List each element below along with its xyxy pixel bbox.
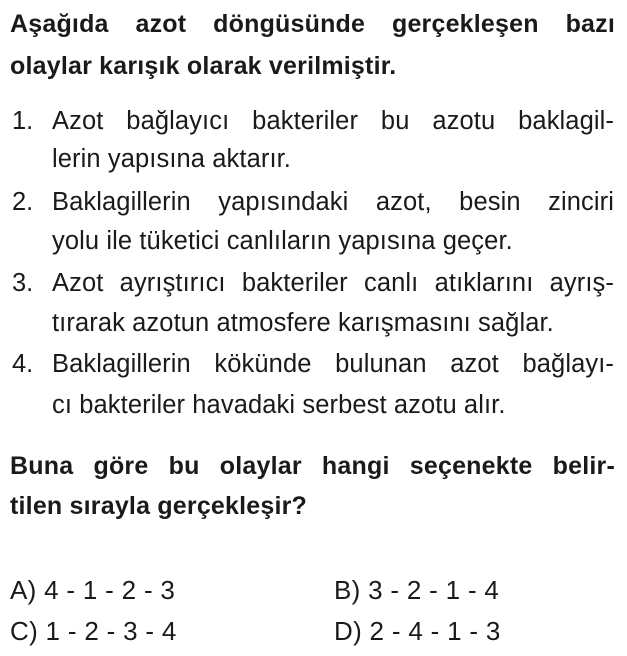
item-number: 2. [12, 188, 34, 216]
item-text-line: Azot ayrıştırıcı bakteriler canlı atıklarını ayrış- [52, 269, 614, 297]
item-number: 3. [12, 269, 34, 297]
item-number: 4. [12, 350, 34, 378]
item-text-line: lerin yapısına aktarır. [52, 145, 291, 173]
option-b[interactable]: B) 3 - 2 - 1 - 4 [334, 575, 500, 605]
intro-line-2: olaylar karışık olarak verilmiştir. [10, 52, 397, 80]
item-text-line: tırarak azotun atmosfere karışmasını sağlar. [52, 309, 554, 337]
question-line-1: Buna göre bu olaylar hangi seçenekte belir- [10, 452, 615, 480]
item-number: 1. [12, 107, 34, 135]
item-text-line: yolu ile tüketici canlıların yapısına geçer. [52, 227, 513, 255]
option-a[interactable]: A) 4 - 1 - 2 - 3 [10, 575, 176, 605]
question-line-2: tilen sırayla gerçekleşir? [10, 492, 308, 520]
item-text-line: cı bakteriler havadaki serbest azotu alır. [52, 391, 506, 419]
item-text-line: Baklagillerin kökünde bulunan azot bağlayı- [52, 350, 614, 378]
item-text-line: Baklagillerin yapısındaki azot, besin zinciri [52, 188, 614, 216]
intro-line-1: Aşağıda azot döngüsünde gerçekleşen bazı [10, 10, 615, 38]
option-c[interactable]: C) 1 - 2 - 3 - 4 [10, 616, 177, 646]
option-d[interactable]: D) 2 - 4 - 1 - 3 [334, 616, 501, 646]
item-text-line: Azot bağlayıcı bakteriler bu azotu baklagil- [52, 107, 614, 135]
